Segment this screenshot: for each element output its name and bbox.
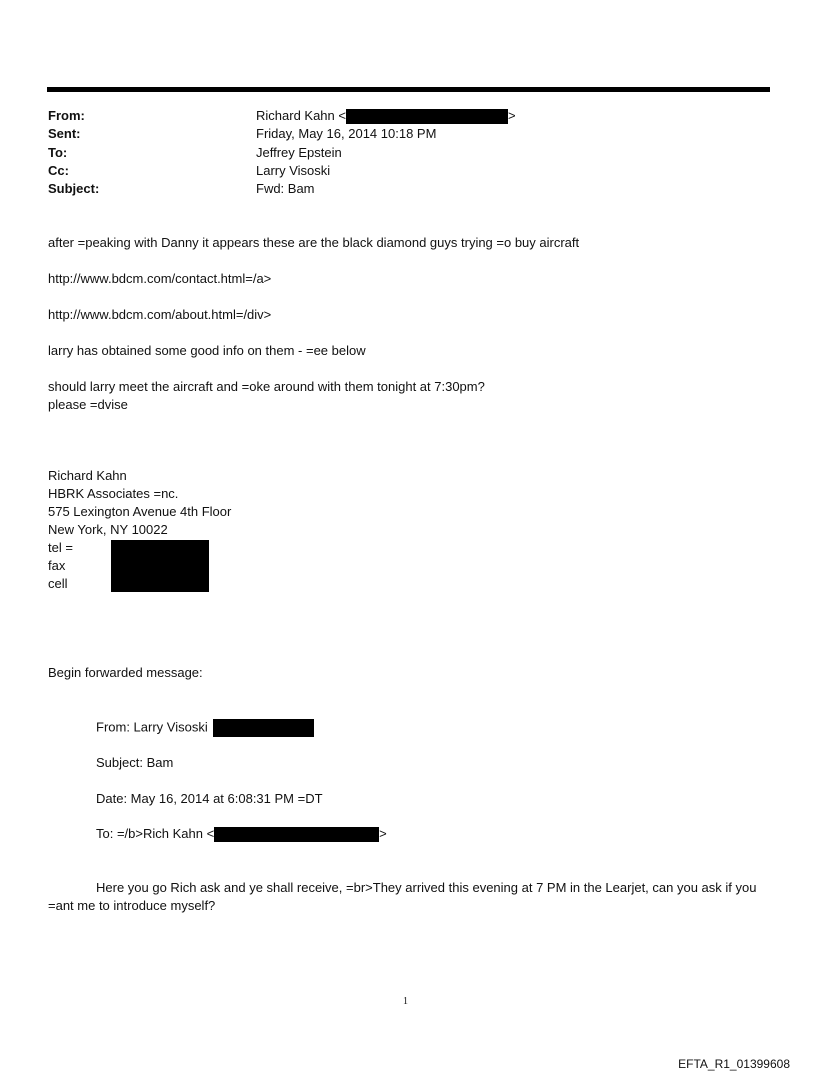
redaction-box [213,719,314,737]
redaction-box [111,540,209,592]
forwarded-to-end: > [379,826,387,841]
forwarded-to [96,826,387,842]
sent-value: Friday, May 16, 2014 10:18 PM [256,126,437,141]
document-id: EFTA_R1_01399608 [678,1057,790,1071]
signature-tel: tel = [48,540,73,555]
forwarded-date: Date: May 16, 2014 at 6:08:31 PM =DT [96,791,323,806]
signature-company: HBRK Associates =nc. [48,486,179,501]
forwarded-from-text: From: Larry Visoski [96,719,208,735]
redaction-box [214,827,379,842]
forwarded-from [96,719,314,737]
signature-address-1: 575 Lexington Avenue 4th Floor [48,504,232,519]
body-link-about: http://www.bdcm.com/about.html=/div> [48,307,272,322]
body-link-contact: http://www.bdcm.com/contact.html=/a> [48,271,272,286]
signature-address-2: New York, NY 10022 [48,522,168,537]
body-line-1: after =peaking with Danny it appears these are the black diamond guys trying =o buy aircraft [48,235,580,250]
signature-block [48,467,231,593]
header-rule [47,87,770,92]
body-line-6: please =dvise [48,397,128,412]
body-line-4: larry has obtained some good info on them - =ee below [48,343,366,358]
subject-value: Fwd: Bam [256,181,315,196]
body-line-5: should larry meet the aircraft and =oke around with them tonight at 7:30pm? [48,379,485,394]
signature-name: Richard Kahn [48,468,127,483]
forwarded-message: Here you go Rich ask and ye shall receive, =br>They arrived this evening at 7 PM in the Learjet, can you ask if you =ant me to introduce myself? [48,880,757,913]
to-value: Jeffrey Epstein [256,145,342,160]
from-value [256,108,516,124]
signature-fax: fax [48,558,66,573]
forwarded-subject: Subject: Bam [96,755,174,770]
cc-value: Larry Visoski [256,163,331,178]
sent-label: Sent: [48,126,81,141]
to-label: To: [48,145,68,160]
forwarded-to-text: To: =/b>Rich Kahn < [96,826,215,841]
subject-label: Subject: [48,181,100,196]
redaction-box [346,109,508,124]
from-label: From: [48,108,85,123]
from-value-end: > [507,108,516,123]
cc-label: Cc: [48,163,69,178]
page-number: 1 [403,996,408,1007]
forwarded-intro: Begin forwarded message: [48,665,203,680]
signature-cell: cell [48,576,68,591]
from-name: Richard Kahn < [256,108,346,123]
